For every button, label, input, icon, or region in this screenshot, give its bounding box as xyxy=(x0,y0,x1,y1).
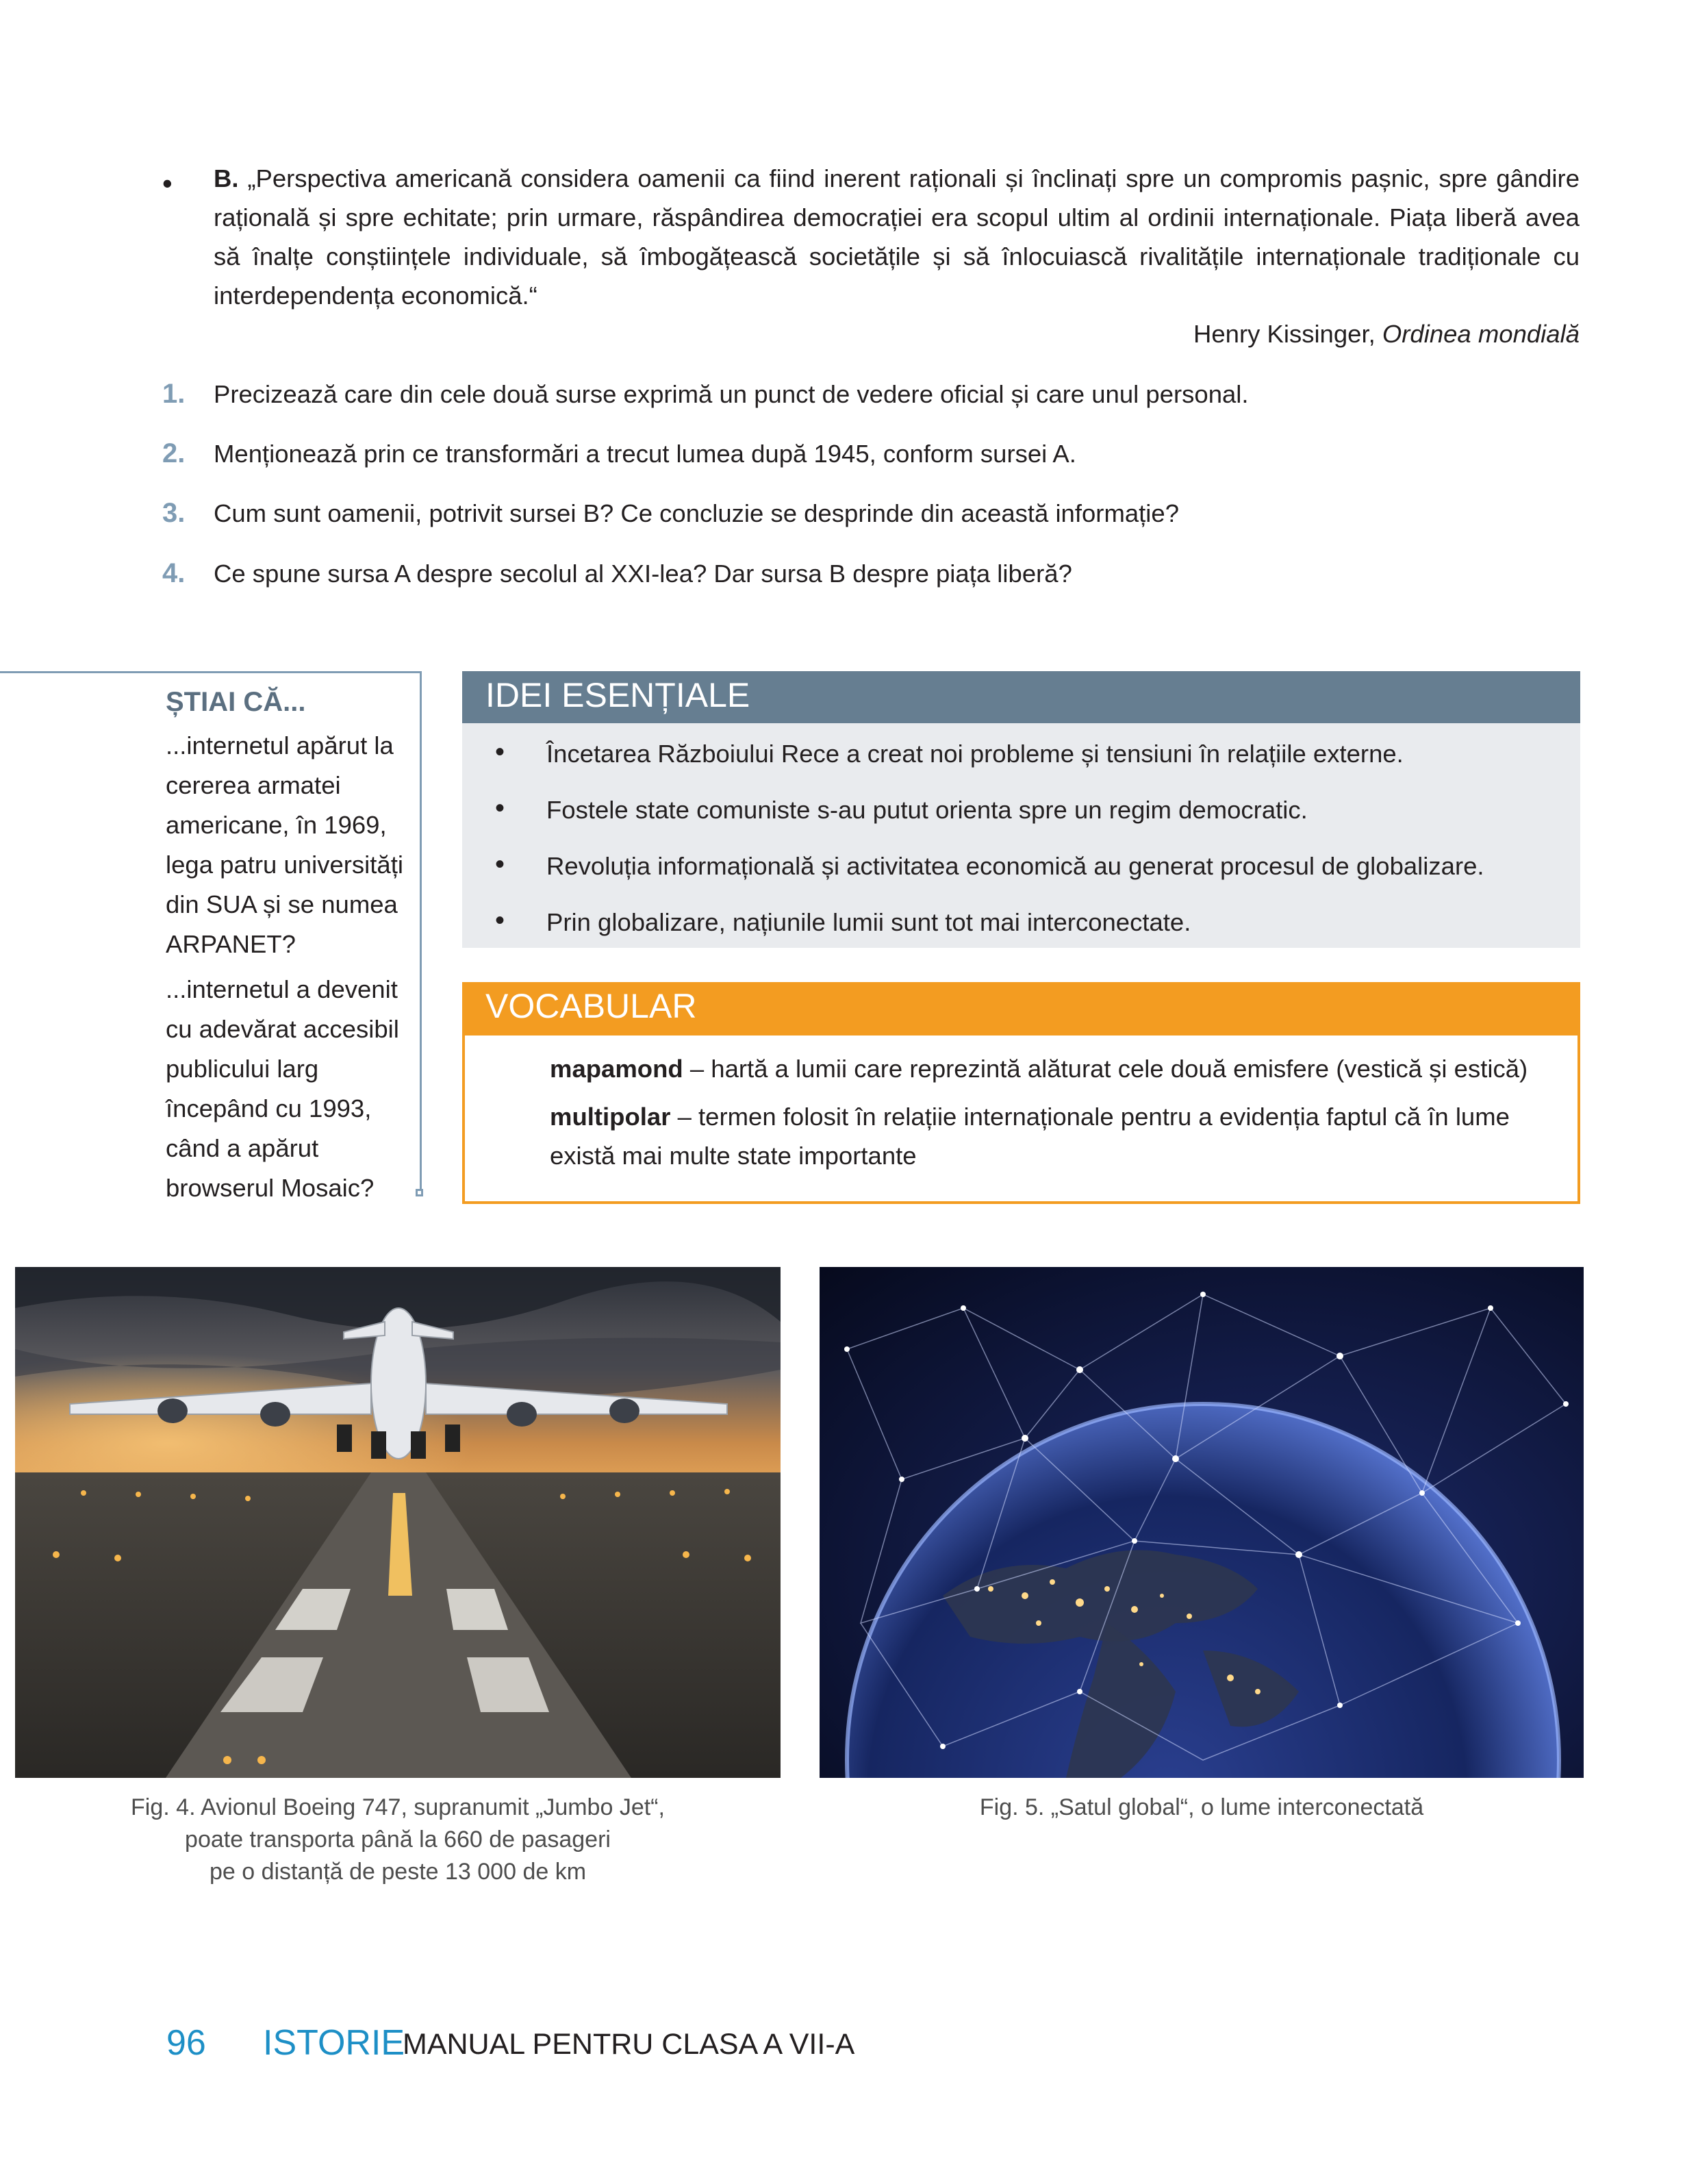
frame-line-right xyxy=(420,671,422,1192)
page-number: 96 xyxy=(166,2023,206,2063)
bullet-icon: • xyxy=(495,849,505,879)
question-number: 3. xyxy=(162,498,186,528)
vocabular-entry xyxy=(550,1049,1528,1088)
vocabular-term: multipolar xyxy=(550,1103,671,1131)
question-item xyxy=(162,438,1076,469)
question-text: Cum sunt oamenii, potrivit sursei B? Ce concluzie se desprinde din această informație? xyxy=(214,499,1180,527)
question-item xyxy=(162,379,1249,410)
frame-line-top xyxy=(0,671,422,673)
question-item xyxy=(162,498,1179,529)
vocabular-term: mapamond xyxy=(550,1055,683,1083)
vocabular-entry xyxy=(550,1097,1510,1136)
vocabular-definition: – hartă a lumii care reprezintă alăturat cele două emisfere (vestică și estică) xyxy=(683,1055,1528,1083)
stiai-fact: ...internetul a devenit cu adevărat accesibil publicului larg începând cu 1993, când a apărut browserul Mosaic? xyxy=(166,975,399,1202)
idei-item xyxy=(495,793,1308,825)
question-text: Precizează care din cele două surse exprimă un punct de vedere oficial și care unul personal. xyxy=(214,380,1249,408)
vocabular-definition-continued: există mai multe state importante xyxy=(550,1142,917,1170)
source-b-label: B. xyxy=(214,164,239,192)
idei-item-text: Încetarea Războiului Rece a creat noi probleme și tensiuni în relațiile externe. xyxy=(546,740,1404,768)
airplane-illustration xyxy=(15,1267,781,1778)
footer-subject: ISTORIE xyxy=(263,2023,405,2063)
source-b-text: „Perspectiva americană considera oamenii ca fiind inerent raționali și înclinați spre un compromis pașnic, spre gândire rațională și spre echitate; prin urmare, răspândirea democrației era scopul ultim al ordinii internaționale. Piața liberă avea să înalțe conștiințele individuale, să îmbogățească societățile și să înlocuiască rivalitățile internaționale tradiționale cu interdependența economică.“ xyxy=(214,164,1580,310)
attribution-author: Henry Kissinger, xyxy=(1193,320,1382,348)
globe-illustration xyxy=(820,1267,1584,1778)
bullet-icon: • xyxy=(495,905,505,936)
globe-photo xyxy=(820,1267,1584,1778)
question-text: Menționează prin ce transformări a trecut lumea după 1945, conform sursei A. xyxy=(214,440,1076,468)
fig4-caption xyxy=(15,1792,781,1888)
idei-item-text: Revoluția informațională și activitatea economică au generat procesul de globalizare. xyxy=(546,852,1484,880)
attribution-work: Ordinea mondială xyxy=(1382,320,1580,348)
idei-body xyxy=(462,723,1580,948)
question-item xyxy=(162,558,1072,589)
stiai-fact: ...internetul apărut la cererea armatei americane, în 1969, lega patru universități din SUA și se numea ARPANET? xyxy=(166,731,403,958)
idei-item-text: Fostele state comuniste s-au putut orienta spre un regim democratic. xyxy=(546,796,1308,824)
bullet-icon: • xyxy=(162,167,173,199)
idei-item xyxy=(495,849,1484,881)
vocabular-definition: – termen folosit în relațiie internaționale pentru a evidenția faptul că în lume xyxy=(670,1103,1510,1131)
question-text: Ce spune sursa A despre secolul al XXI-lea? Dar sursa B despre piața liberă? xyxy=(214,560,1072,588)
stiai-title: ȘTIAI CĂ... xyxy=(166,687,306,717)
fig4-caption-line: Fig. 4. Avionul Boeing 747, supranumit „Jumbo Jet“, xyxy=(131,1794,665,1820)
fig4-caption-line: poate transporta până la 660 de pasageri xyxy=(185,1827,611,1853)
stiai-text xyxy=(166,726,419,1214)
question-number: 1. xyxy=(162,379,186,409)
vocabular-box xyxy=(462,1035,1580,1204)
vocabular-title: VOCABULAR xyxy=(485,987,697,1025)
question-number: 4. xyxy=(162,558,186,588)
airplane-photo xyxy=(15,1267,781,1778)
idei-item-text: Prin globalizare, națiunile lumii sunt tot mai interconectate. xyxy=(546,908,1191,936)
idei-header xyxy=(462,671,1580,723)
idei-title: IDEI ESENȚIALE xyxy=(485,676,750,714)
bullet-icon: • xyxy=(495,793,505,823)
idei-item xyxy=(495,737,1404,768)
source-b-quote xyxy=(214,159,1580,315)
question-number: 2. xyxy=(162,438,186,468)
idei-item xyxy=(495,905,1191,937)
fig5-caption: Fig. 5. „Satul global“, o lume interconectată xyxy=(979,1794,1424,1820)
source-b-attribution xyxy=(1193,320,1580,349)
vocabular-header xyxy=(462,982,1580,1035)
footer-manual-title: MANUAL PENTRU CLASA A VII-A xyxy=(403,2028,855,2061)
bullet-icon: • xyxy=(495,737,505,767)
fig4-caption-line: pe o distanță de peste 13 000 de km xyxy=(209,1859,587,1885)
